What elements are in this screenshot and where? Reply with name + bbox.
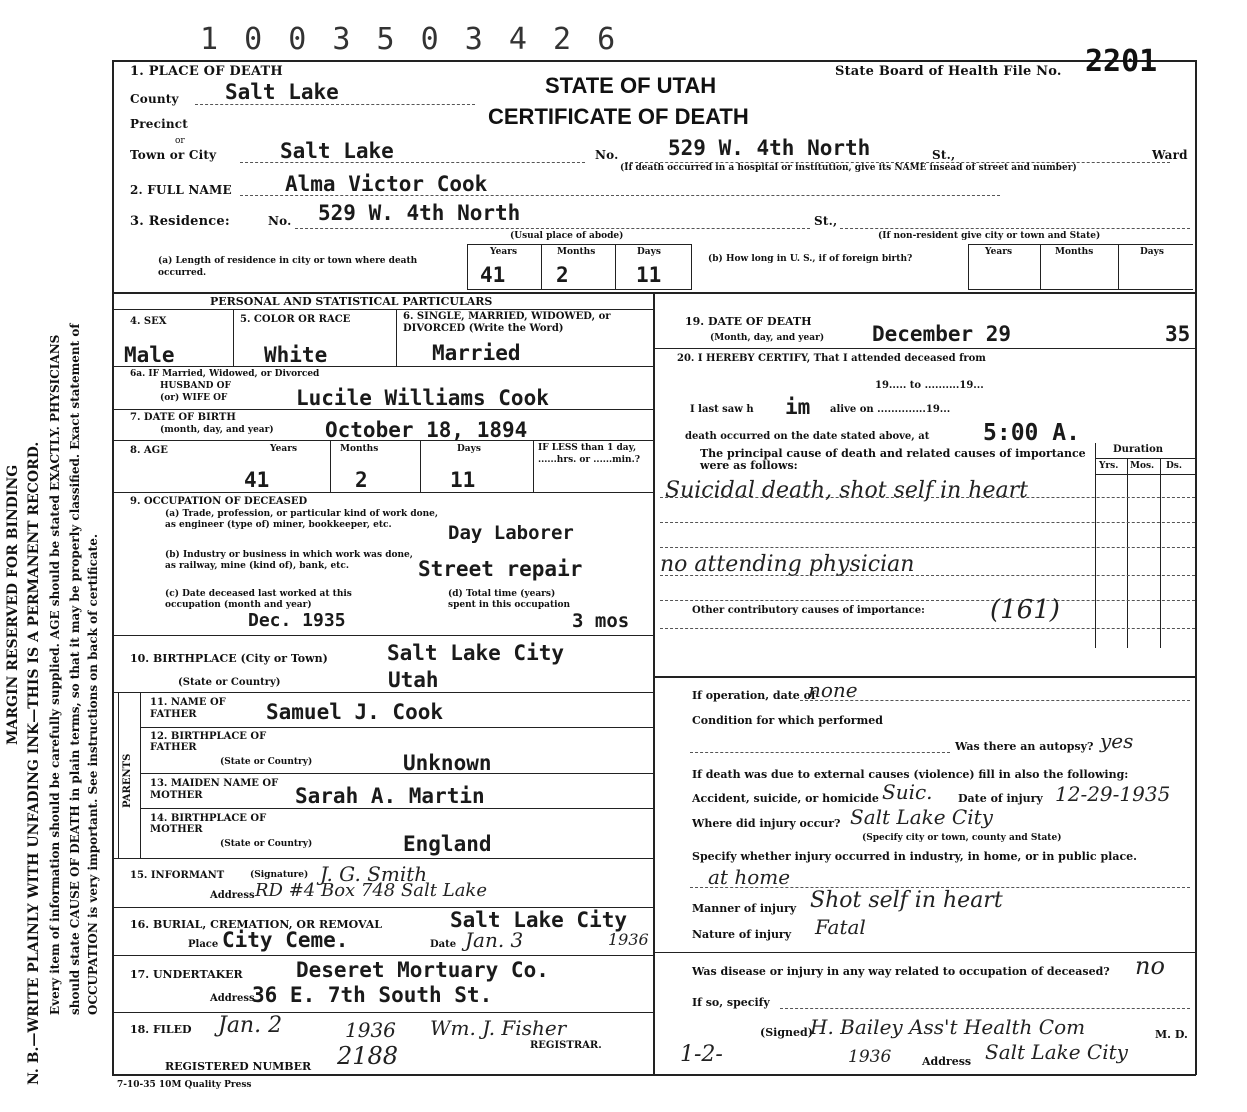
- date-of-death-label: 19. DATE OF DEATH: [685, 315, 812, 328]
- other-causes-label: Other contributory causes of importance:: [692, 605, 925, 616]
- age-years-value: 41: [244, 468, 270, 492]
- md-label: M. D.: [1155, 1028, 1188, 1041]
- street-value: 529 W. 4th North: [668, 136, 871, 160]
- occ-a-label: (a) Trade, profession, or particular kind of work done, as engineer (type of) miner, bookkeeper, etc.: [165, 509, 439, 530]
- if-less-label: IF LESS than 1 day, ......hrs. or ......min.?: [538, 443, 640, 465]
- file-number: 2201: [1085, 44, 1158, 79]
- alive-label: alive on ..............19...: [830, 404, 951, 415]
- reg-number: 2188: [337, 1042, 399, 1070]
- hospital-note: (If death occurred in a hospital or institution, give its NAME insead of street and number): [620, 163, 1077, 173]
- informant-label: 15. INFORMANT: [130, 870, 225, 881]
- undertaker-address-label: Address: [210, 993, 255, 1004]
- last-saw-label: I last saw h: [690, 404, 754, 415]
- county-label: County: [130, 92, 179, 106]
- informant-sig-label: (Signature): [250, 870, 309, 880]
- street-no-label: No.: [595, 148, 619, 162]
- occ-d-value: 3 mos: [572, 610, 630, 632]
- mother-label: 13. MAIDEN NAME OF MOTHER: [150, 778, 279, 801]
- printer-note: 7-10-35 10M Quality Press: [117, 1080, 252, 1090]
- father-value: Samuel J. Cook: [266, 700, 444, 724]
- cause-1: Suicidal death, shot self in heart: [665, 478, 1028, 503]
- margin-binding-note: MARGIN RESERVED FOR BINDING: [5, 464, 21, 745]
- occ-a-value: Day Laborer: [448, 522, 574, 544]
- mother-bp-sub: (State or Country): [220, 839, 313, 849]
- where-sub: (Specify city or town, county and State): [862, 833, 1062, 843]
- margin-nb-note: N. B.—WRITE PLAINLY WITH UNFADING INK—THIS IS A PERMANENT RECORD.: [26, 441, 42, 1085]
- age-years-label: Years: [270, 444, 298, 454]
- if-so-label: If so, specify: [692, 996, 770, 1009]
- occ-b-label: (b) Industry or business in which work was done, as railway, mine (kind of), bank, etc.: [165, 550, 413, 571]
- father-bp-value: Unknown: [403, 751, 492, 775]
- attended-to-label: 19..... to ..........19...: [875, 380, 984, 391]
- registrar-label: REGISTRAR.: [530, 1040, 602, 1051]
- undertaker-label: 17. UNDERTAKER: [130, 968, 243, 981]
- nature-value: Fatal: [815, 915, 866, 939]
- burial-label: 16. BURIAL, CREMATION, OR REMOVAL: [130, 918, 382, 931]
- burial-date-label: Date: [430, 939, 457, 950]
- age-days-label: Days: [457, 444, 481, 454]
- occupation-label: 9. OCCUPATION OF DECEASED: [130, 496, 308, 507]
- birthplace-label: 10. BIRTHPLACE (City or Town): [130, 652, 328, 665]
- occ-b-value: Street repair: [418, 557, 583, 581]
- personal-header: PERSONAL AND STATISTICAL PARTICULARS: [210, 295, 493, 308]
- mother-bp-label: 14. BIRTHPLACE OF MOTHER: [150, 813, 267, 835]
- margin-instructions-3: OCCUPATION is very important. See instructions on back of certificate.: [86, 533, 100, 1015]
- signed-value: H. Bailey Ass't Health Com: [810, 1015, 1086, 1039]
- color-value: White: [264, 343, 328, 367]
- town-value: Salt Lake: [280, 139, 394, 163]
- burial-year: 1936: [608, 930, 649, 949]
- us-label: (b) How long in U. S., if of foreign birth?: [708, 254, 913, 264]
- mother-bp-value: England: [403, 832, 492, 856]
- occurred-label: death occurred on the date stated above, at: [685, 431, 930, 442]
- manner-label: Manner of injury: [692, 902, 797, 915]
- accident-label: Accident, suicide, or homicide: [692, 792, 879, 805]
- certificate-title: CERTIFICATE OF DEATH: [488, 104, 749, 129]
- duration-label: Duration: [1113, 444, 1164, 455]
- age-days-value: 11: [450, 468, 476, 492]
- last-saw-value: im: [785, 395, 811, 419]
- occ-c-label: (c) Date deceased last worked at this occupation (month and year): [165, 589, 352, 610]
- nature-label: Nature of injury: [692, 928, 792, 941]
- occ-d-label: (d) Total time (years) spent in this occupation: [448, 589, 571, 610]
- res-days-label: Days: [637, 247, 661, 257]
- st-label: St.,: [932, 148, 956, 162]
- spouse-label-2: HUSBAND OF: [160, 381, 231, 391]
- margin-instructions-1: Every item of information should be carefully supplied. AGE should be stated EXACTLY. PHYSICIANS: [48, 334, 62, 1015]
- marital-value: Married: [432, 341, 521, 365]
- undertaker-address: 36 E. 7th South St.: [252, 983, 493, 1007]
- spouse-value: Lucile Williams Cook: [296, 386, 549, 410]
- non-resident-note: (If non-resident give city or town and State): [878, 231, 1101, 241]
- us-years-label: Years: [985, 247, 1013, 257]
- time-value: 5:00 A.: [983, 420, 1080, 446]
- state-title: STATE OF UTAH: [545, 73, 717, 98]
- specify-value: at home: [708, 865, 791, 889]
- informant-signature: J. G. Smith: [320, 862, 428, 886]
- autopsy-label: Was there an autopsy?: [955, 740, 1094, 753]
- where-label: Where did injury occur?: [692, 817, 841, 830]
- us-months-label: Months: [1055, 247, 1094, 257]
- burial-place: City Ceme.: [222, 928, 349, 952]
- res-days-value: 11: [636, 263, 662, 287]
- condition-label: Condition for which performed: [692, 714, 883, 727]
- mother-value: Sarah A. Martin: [295, 784, 485, 808]
- duration-mos: Mos.: [1130, 461, 1155, 471]
- full-name-label: 2. FULL NAME: [130, 183, 232, 197]
- registrar-signature: Wm. J. Fisher: [430, 1016, 567, 1040]
- dob-sub: (month, day, and year): [160, 425, 274, 435]
- where-value: Salt Lake City: [850, 805, 993, 829]
- age-months-label: Months: [340, 444, 379, 454]
- residence-label: 3. Residence:: [130, 214, 230, 229]
- filed-date: Jan. 2: [218, 1013, 283, 1038]
- burial-place-label: Place: [188, 939, 219, 950]
- filed-label: 18. FILED: [130, 1023, 192, 1036]
- sig-address: Salt Lake City: [985, 1040, 1128, 1064]
- undertaker-value: Deseret Mortuary Co.: [296, 958, 549, 982]
- disease-code: (161): [990, 595, 1060, 625]
- residence-st-label: St.,: [814, 214, 838, 228]
- res-months-value: 2: [556, 263, 569, 287]
- date-of-death-year: 35: [1165, 322, 1191, 346]
- signed-year: 1936: [848, 1047, 892, 1067]
- spouse-label-3: (or) WIFE OF: [160, 393, 228, 403]
- signed-date: 1-2-: [680, 1042, 723, 1067]
- ward-label: Ward: [1152, 148, 1188, 162]
- file-label: State Board of Health File No.: [835, 64, 1062, 79]
- age-label: 8. AGE: [130, 445, 168, 456]
- res-years-value: 41: [480, 263, 506, 287]
- parents-side-label: PARENTS: [122, 753, 133, 808]
- related-value: no: [1135, 952, 1165, 980]
- town-label: Town or City: [130, 148, 217, 162]
- date-of-death-value: December 29: [872, 322, 1012, 346]
- birth-state-label: (State or Country): [178, 677, 281, 688]
- injury-date: 12-29-1935: [1055, 782, 1171, 806]
- autopsy-value: yes: [1100, 729, 1134, 753]
- manner-value: Shot self in heart: [810, 888, 1003, 913]
- duration-ds: Ds.: [1166, 461, 1183, 471]
- res-years-label: Years: [490, 247, 518, 257]
- length-residence-label: (a) Length of residence in city or town where death occurred.: [158, 256, 418, 278]
- related-label: Was disease or injury in any way related to occupation of deceased?: [692, 965, 1110, 978]
- certify-label: 20. I HEREBY CERTIFY, That I attended deceased from: [677, 353, 986, 364]
- cause-2: no attending physician: [660, 552, 915, 577]
- cause-heading: The principal cause of death and related causes of importance were as follows:: [700, 447, 1086, 472]
- full-name-value: Alma Victor Cook: [285, 172, 488, 196]
- marital-label: 6. SINGLE, MARRIED, WIDOWED, or DIVORCED (Write the Word): [403, 311, 611, 334]
- occ-c-value: Dec. 1935: [248, 610, 346, 631]
- injury-date-label: Date of injury: [958, 792, 1043, 805]
- us-days-label: Days: [1140, 247, 1164, 257]
- residence-value: 529 W. 4th North: [318, 201, 521, 225]
- sig-address-label: Address: [922, 1055, 972, 1068]
- reg-number-label: REGISTERED NUMBER: [165, 1060, 312, 1073]
- county-value: Salt Lake: [225, 80, 339, 104]
- birthplace-value: Salt Lake City: [387, 641, 565, 665]
- accident-value: Suic.: [882, 780, 933, 804]
- residence-no-label: No.: [268, 214, 292, 228]
- or-label: or: [175, 136, 185, 146]
- signed-label: (Signed): [760, 1026, 813, 1039]
- birth-state-value: Utah: [388, 668, 439, 692]
- informant-address-label: Address: [210, 890, 255, 901]
- burial-date: Jan. 3: [465, 928, 524, 952]
- father-bp-sub: (State or Country): [220, 757, 313, 767]
- filed-year: 1936: [345, 1018, 396, 1042]
- operation-label: If operation, date of: [692, 689, 816, 702]
- res-months-label: Months: [557, 247, 596, 257]
- date-of-death-sub: (Month, day, and year): [710, 333, 825, 343]
- place-of-death-label: 1. PLACE OF DEATH: [130, 64, 283, 79]
- sex-value: Male: [124, 343, 175, 367]
- margin-instructions-2: should state CAUSE OF DEATH in plain terms, so that it may be properly classified. Exact statement of: [68, 323, 82, 1015]
- usual-abode-note: (Usual place of abode): [510, 231, 624, 241]
- father-bp-label: 12. BIRTHPLACE OF FATHER: [150, 731, 267, 753]
- burial-city: Salt Lake City: [450, 908, 628, 932]
- duration-yrs: Yrs.: [1099, 461, 1119, 471]
- age-months-value: 2: [355, 468, 368, 492]
- operation-value: none: [808, 678, 858, 702]
- spouse-label-1: 6a. IF Married, Widowed, or Divorced: [130, 369, 320, 379]
- dob-label: 7. DATE OF BIRTH: [130, 412, 236, 423]
- specify-label: Specify whether injury occurred in industry, in home, or in public place.: [692, 850, 1137, 863]
- dob-value: October 18, 1894: [325, 418, 528, 442]
- sex-label: 4. SEX: [130, 316, 167, 327]
- certificate-number: 1 0 0 3 5 0 3 4 2 6: [200, 22, 620, 57]
- informant-address: RD #4 Box 748 Salt Lake: [255, 880, 487, 901]
- external-label: If death was due to external causes (violence) fill in also the following:: [692, 768, 1129, 781]
- color-label: 5. COLOR OR RACE: [240, 314, 351, 325]
- father-label: 11. NAME OF FATHER: [150, 697, 226, 720]
- precinct-label: Precinct: [130, 117, 189, 131]
